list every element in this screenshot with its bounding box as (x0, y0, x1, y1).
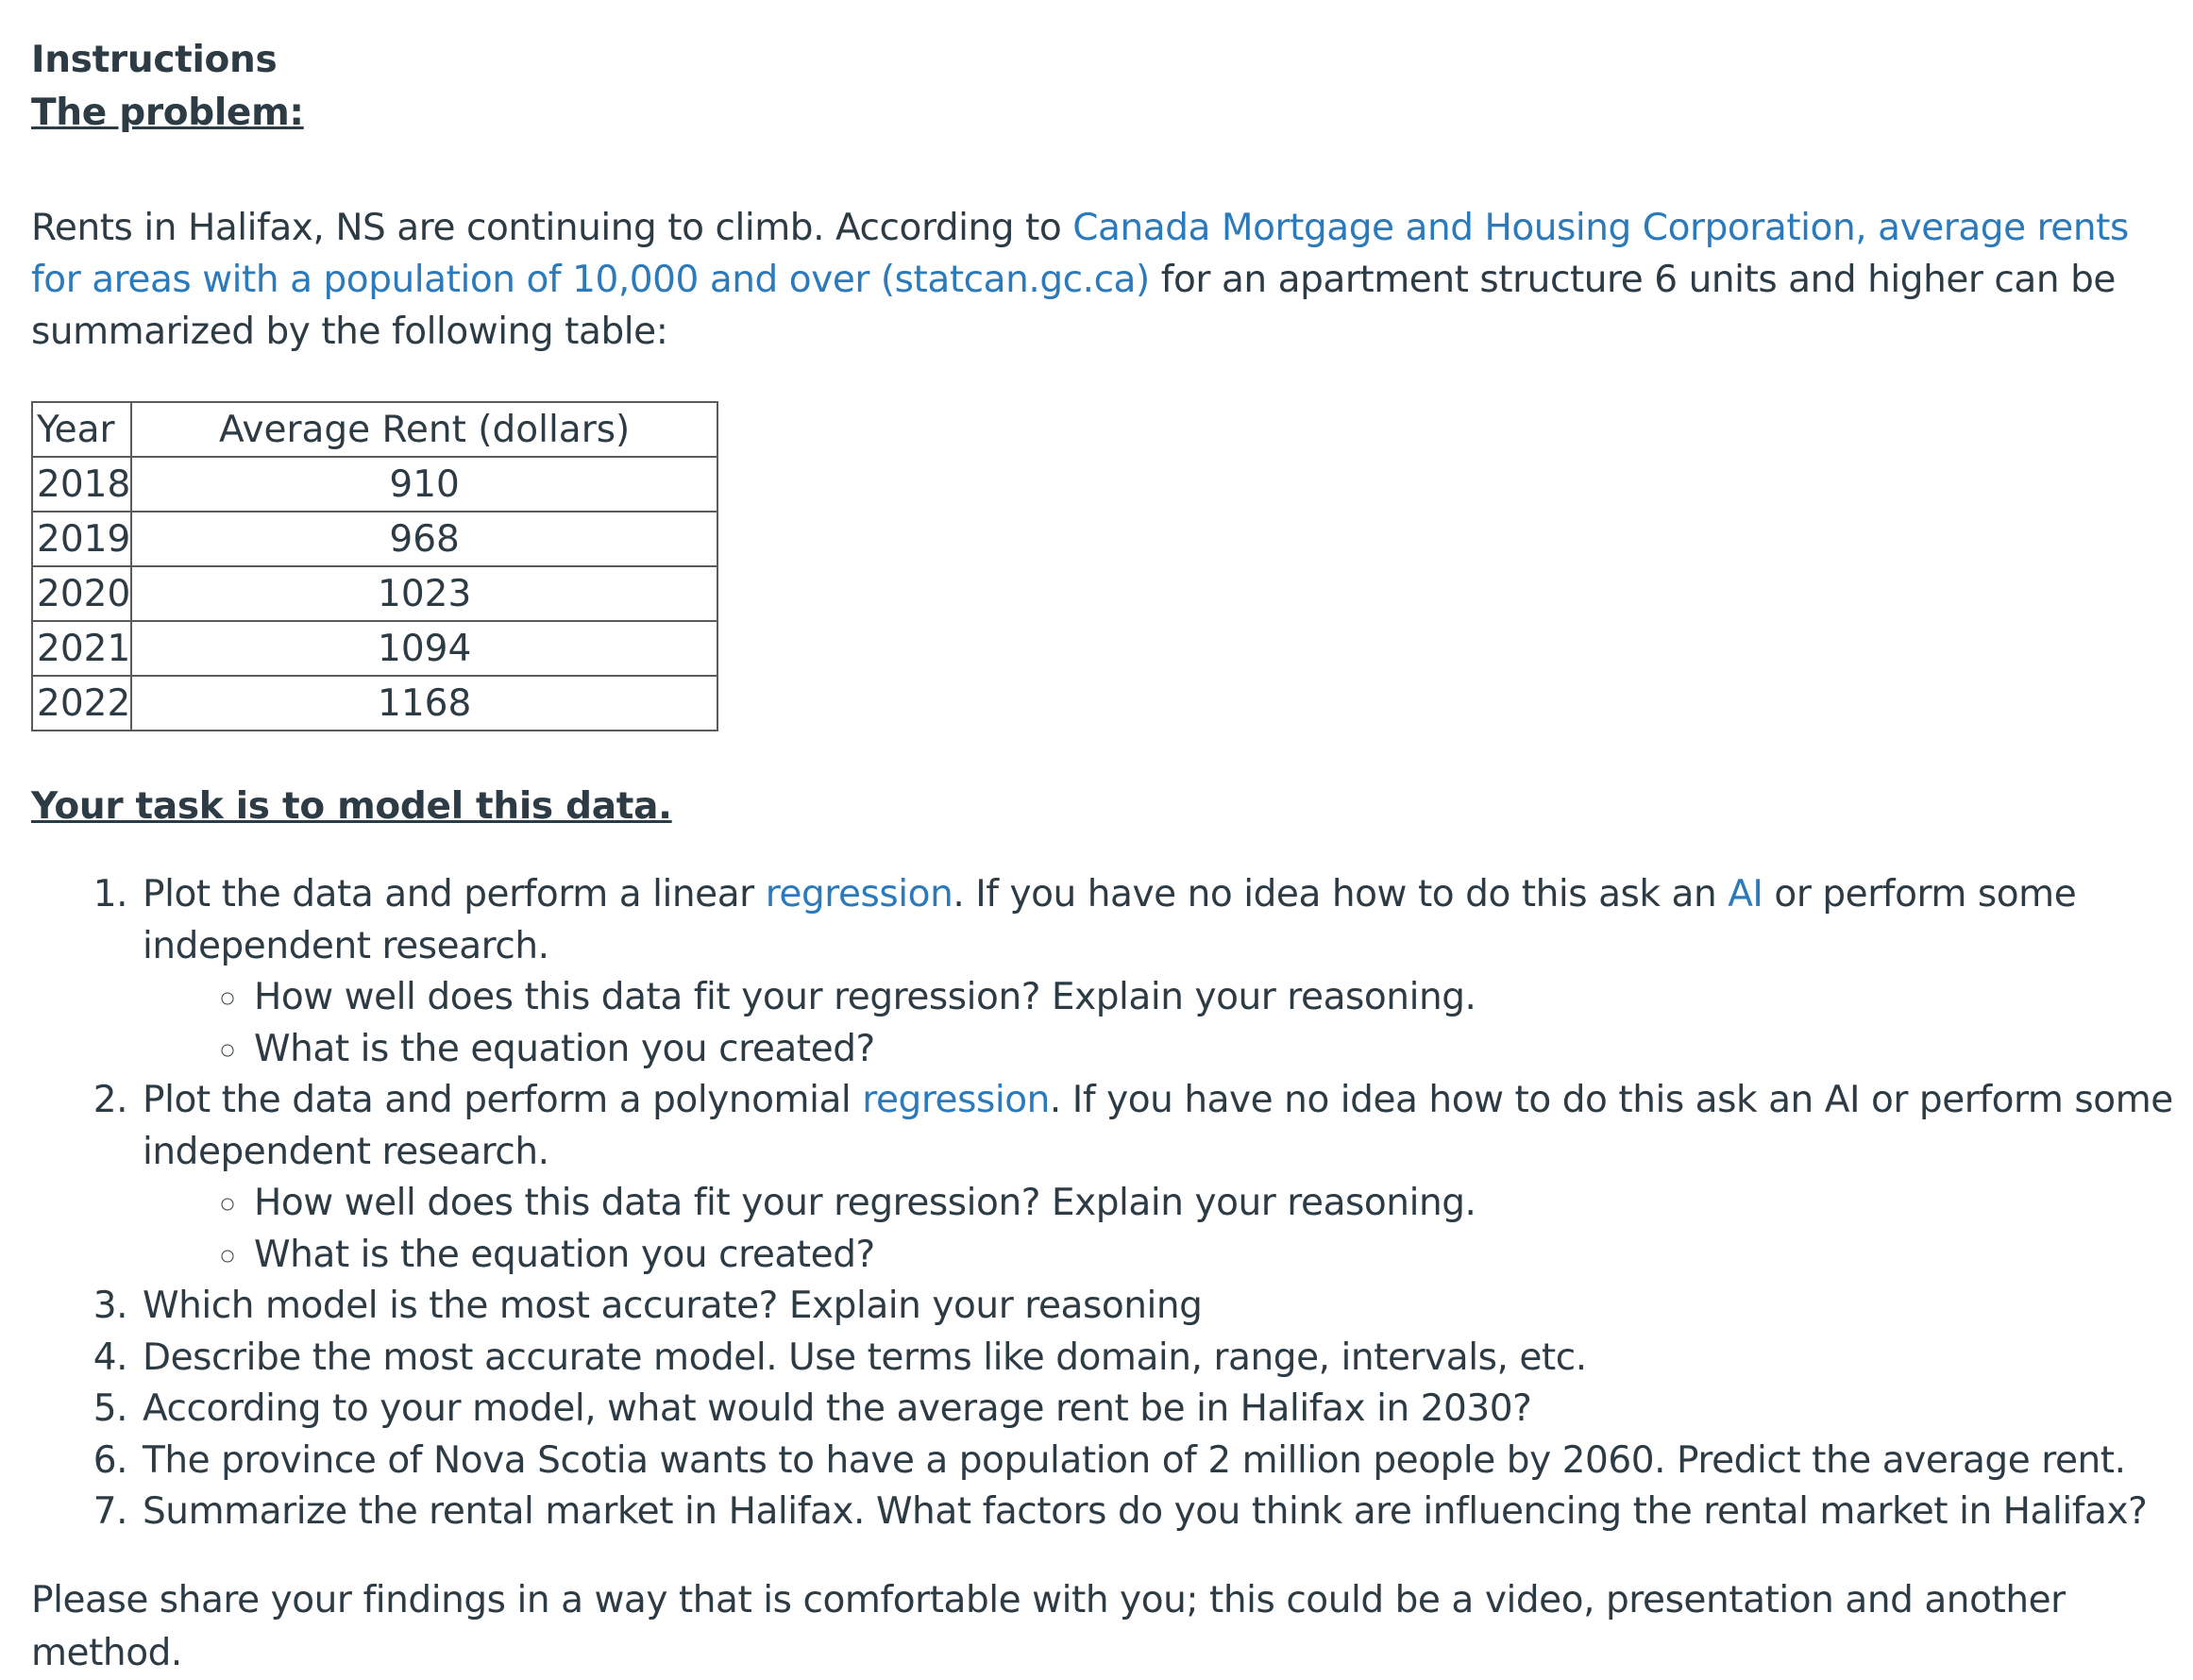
cell-year: 2020 (32, 566, 131, 621)
cell-rent: 1094 (131, 621, 717, 676)
cell-rent: 910 (131, 457, 717, 512)
cell-rent: 968 (131, 512, 717, 566)
table-row (32, 566, 717, 621)
step-1-sublist (143, 972, 2174, 1075)
page-title: Instructions (31, 39, 278, 81)
step-1-text-c: or perform some independent research. (143, 873, 2077, 967)
table-header-row (32, 402, 717, 457)
table-row (32, 676, 717, 731)
step-5: 5. According to your model, what would the average rent be in Halifax in 2030? (139, 1384, 2174, 1436)
step-2 (139, 1075, 2174, 1281)
step-1-sub-equation: ◦ What is the equation you created? (250, 1024, 2174, 1076)
table-row (32, 457, 717, 512)
problem-heading: The problem: (31, 92, 304, 134)
step-1-text-a: Plot the data and perform a linear (143, 873, 766, 916)
intro-paragraph (31, 202, 2174, 358)
cell-year: 2019 (32, 512, 131, 566)
task-heading: Your task is to model this data. (31, 785, 672, 828)
step-1 (139, 869, 2174, 1075)
step-4: 4. Describe the most accurate model. Use terms like domain, range, intervals, etc. (139, 1333, 2174, 1385)
table-row (32, 621, 717, 676)
step-3: 3. Which model is the most accurate? Explain your reasoning (139, 1281, 2174, 1333)
rent-table (31, 401, 718, 731)
cmhc-statcan-link[interactable]: Canada Mortgage and Housing Corporation, average rents for areas with a population of 10,000 and over (statcan.gc.ca) (31, 207, 2129, 301)
task-steps-list (31, 869, 2174, 1538)
cell-year: 2022 (32, 676, 131, 731)
step-1-text-b: . If you have no idea how to do this ask an (953, 873, 1729, 916)
cell-year: 2021 (32, 621, 131, 676)
step-2-sub-equation: ◦ What is the equation you created? (250, 1230, 2174, 1282)
step-7: 7. Summarize the rental market in Halifax. What factors do you think are influencing the rental market in Halifax? (139, 1487, 2174, 1538)
intro-text-after: for an apartment structure 6 units and higher can be summarized by the following table: (31, 259, 2116, 353)
cell-rent: 1168 (131, 676, 717, 731)
step-2-sub-fit: ◦ How well does this data fit your regression? Explain your reasoning. (250, 1178, 2174, 1230)
regression-link[interactable]: regression (765, 873, 953, 916)
step-6: 6. The province of Nova Scotia wants to have a population of 2 million people by 2060. Predict the average rent. (139, 1436, 2174, 1487)
header-year: Year (32, 402, 131, 457)
cell-rent: 1023 (131, 566, 717, 621)
header-average-rent: Average Rent (dollars) (131, 402, 717, 457)
table-row (32, 512, 717, 566)
intro-text-before: Rents in Halifax, NS are continuing to climb. According to (31, 207, 1073, 249)
step-2-text-b: . If you have no idea how to do this ask an AI or perform some independent research. (143, 1079, 2173, 1173)
regression-link-2[interactable]: regression (862, 1079, 1050, 1121)
step-2-text-a: Plot the data and perform a polynomial (143, 1079, 863, 1121)
closing-paragraph: Please share your findings in a way that is comfortable with you; this could be a video, presentation and another method. (31, 1578, 2066, 1674)
step-2-sublist (143, 1178, 2174, 1281)
ai-link[interactable]: AI (1728, 873, 1763, 916)
instructions-page (31, 34, 2174, 1680)
cell-year: 2018 (32, 457, 131, 512)
step-1-sub-fit: ◦ How well does this data fit your regression? Explain your reasoning. (250, 972, 2174, 1024)
